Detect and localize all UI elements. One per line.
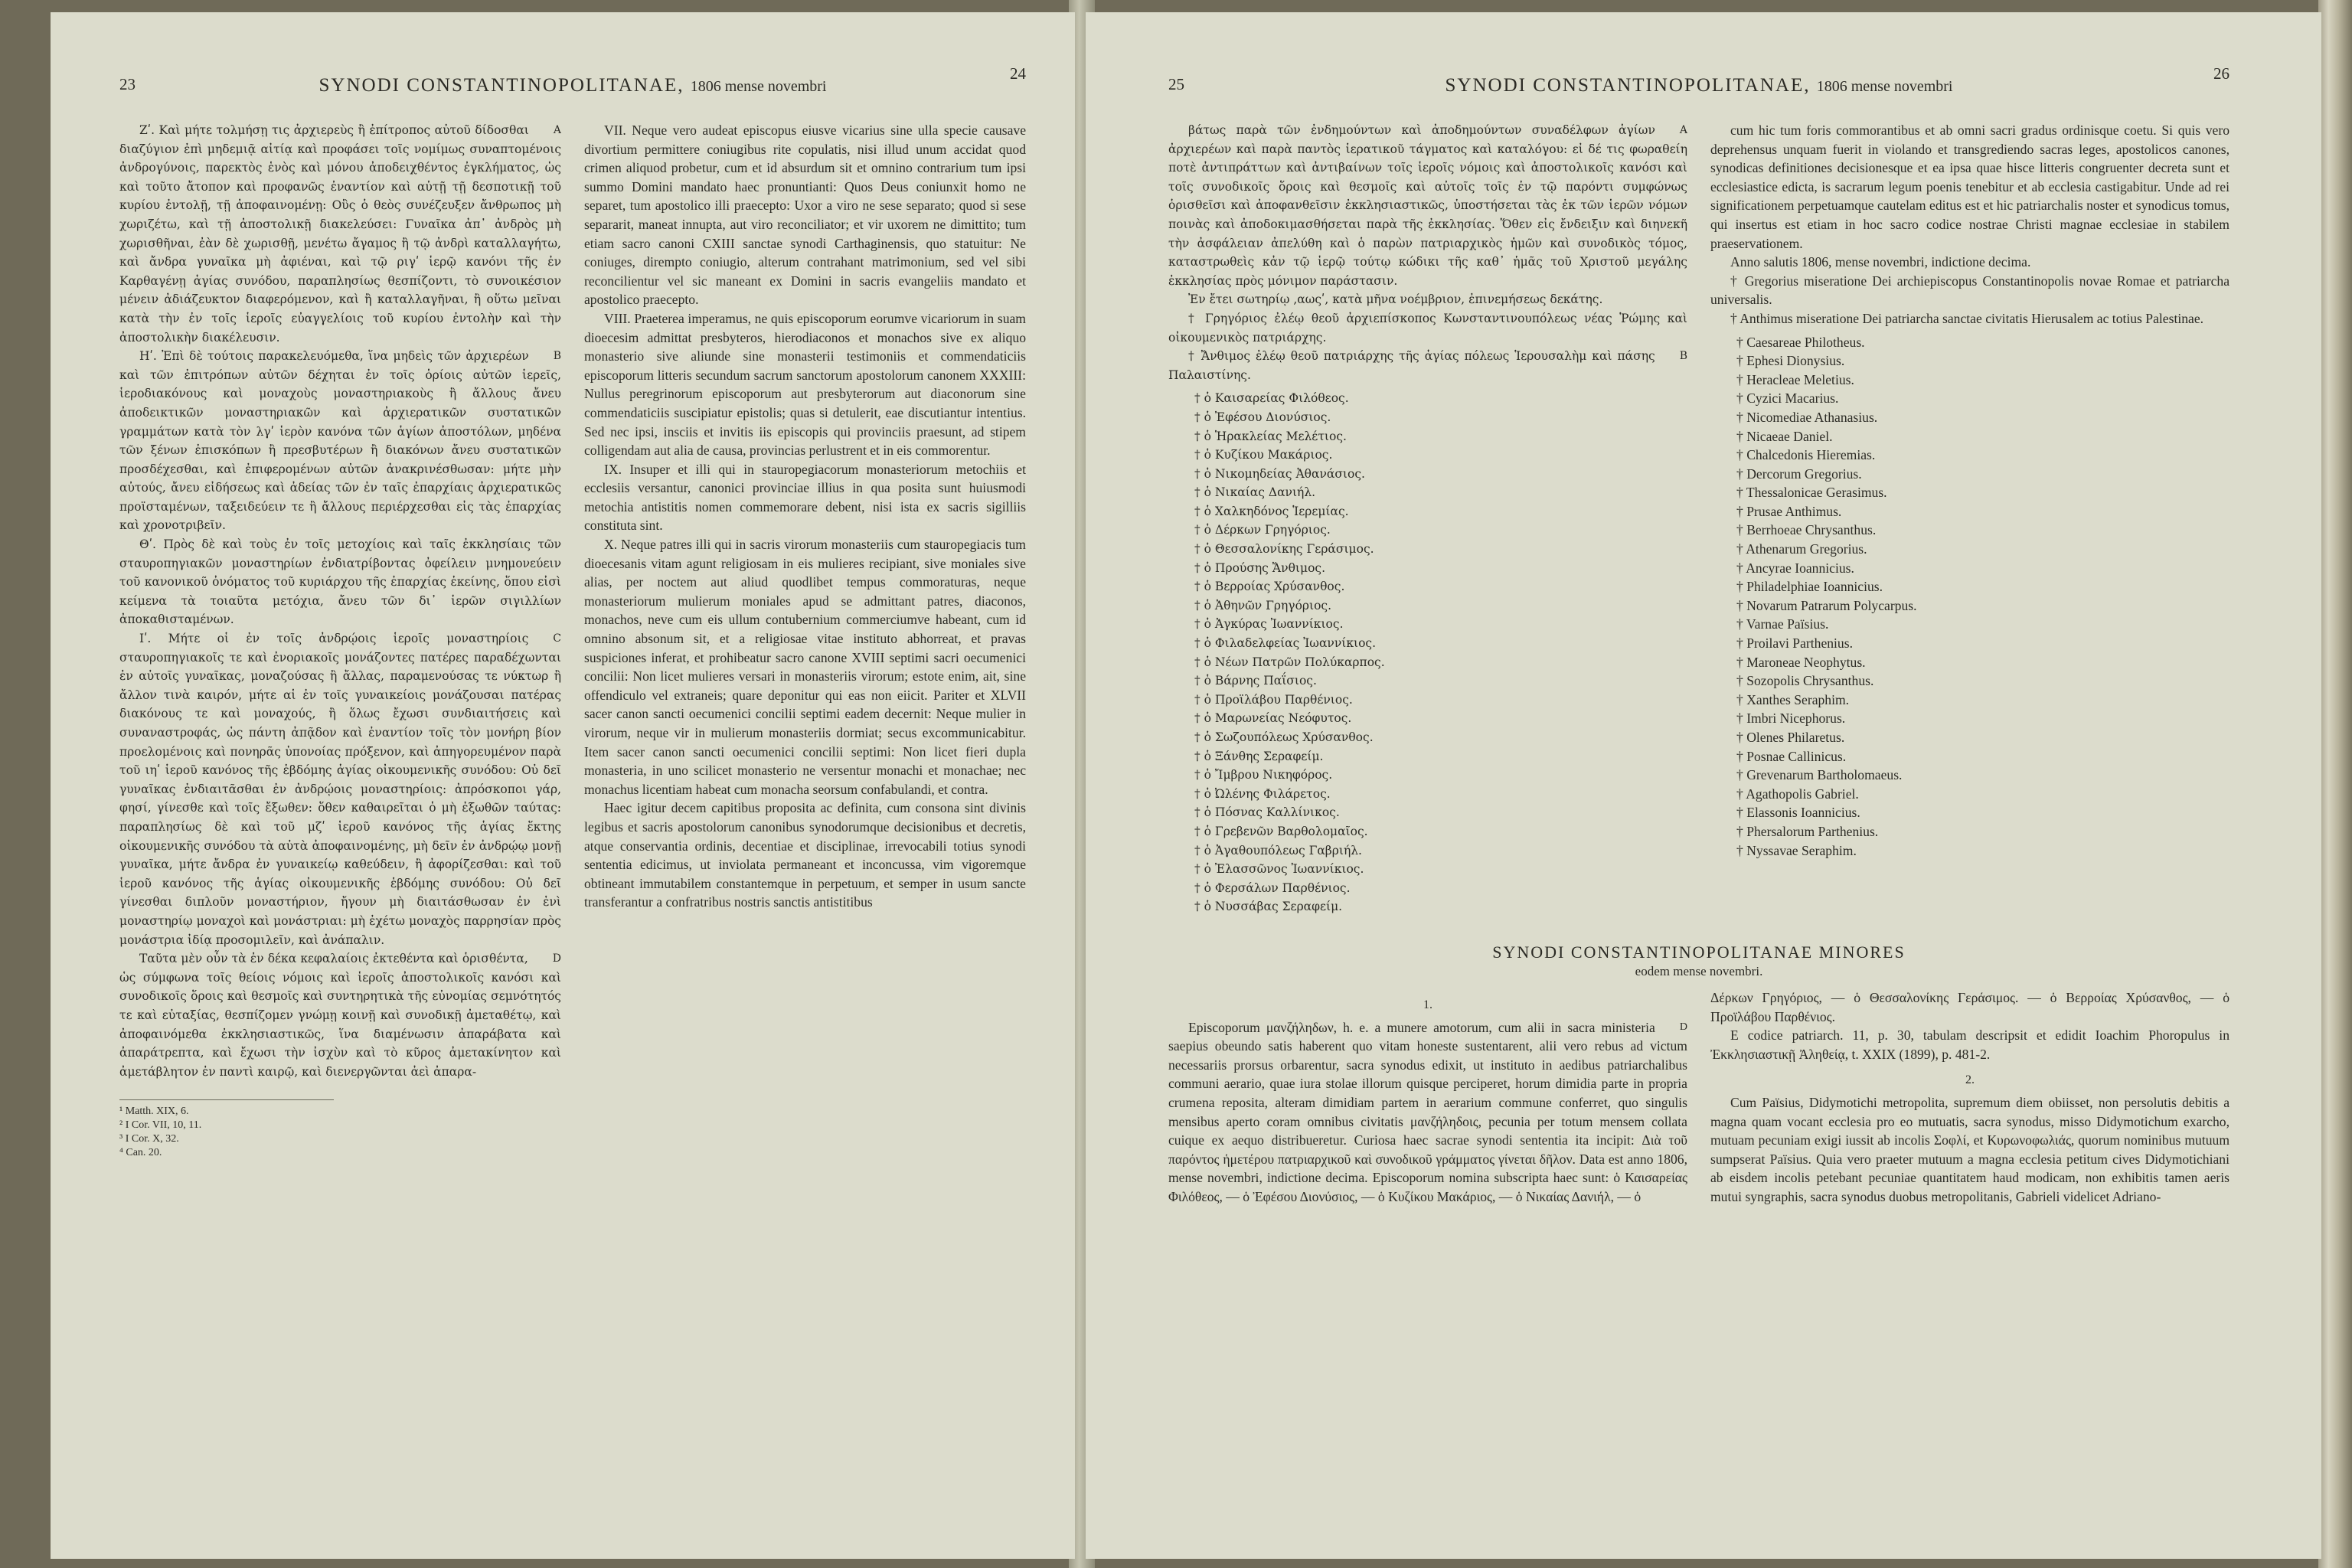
signature-line: † ὁ Βάρνης Παΐσιος. bbox=[1194, 674, 1317, 688]
signature-line: † ὁ Ξάνθης Σεραφείμ. bbox=[1194, 749, 1324, 763]
signature-line: † Posnae Callinicus. bbox=[1736, 748, 1847, 764]
greek-paragraph-10: C Ιʹ. Μήτε οἱ ἐν τοῖς ἀνδρῴοις ἱεροῖς μοναστηρίοις σταυροπηγιακοῖς τε καὶ ἐνοριακοῖς μονάζοντες πατέρες παραδέχωνται ἐν αὐτοῖς γυναῖκας, μοναζούσας ἢ ἄλλας, παραμενούσας τε νύκτωρ ἢ ἄλλον τινὰ καιρόν, μήτε αἱ ἐν τοῖς γυναικείοις μονάζουσαι πατέρας διακόνους τε καὶ μοναχούς, ἢ ὅλως ἔχωσι συνδιαιτήσεις καὶ συναναστροφάς, ὡς πάντη ἀπᾷδον καὶ ἐναντίον τοῖς τὸν μονήρη βίον προελομένοις καὶ πονηρᾶς ὑπονοίας πρόξενον, καὶ ἀπηγορευμένον παρὰ τοῦ ιηʹ ἱεροῦ κανόνος τῆς ἑβδόμης ἁγίας οἰκουμενικῆς συνόδου: Οὐ δεῖ γυναῖκας ἐνδιαιτᾶσθαι ἐν ἀνδρῴοις μοναστηρίοις: ἀπρόσκοποι γάρ, φησί, γίνεσθε καὶ τοῖς ἔξωθεν: ὅθεν καθαιρεῖται ὁ μὴ ἐξωθῶν ταύτας: παραπλησίως δὲ καὶ τοῦ μζʹ ἱεροῦ κανόνος τῆς ἁγίας ἕκτης οἰκουμενικῆς συνόδου τὰ αὐτὰ ἀποφαινομένης, μὴ δεῖν ἐν ἀνδρῴῳ μονῇ γυναῖκα, μήτε ἄνδρα ἐν γυναικείῳ καθεύδειν, ἢ ἀφορίζεσθαι: καὶ τοῦ ἱεροῦ κανόνος τῆς ἁγίας οἰκουμενικῆς ἑβδόμης συνόδου: Οὐ δεῖ γίνεσθαι διπλοῦν μοναστήριον, ἤγουν μὴ διαιτάσθωσαν ἐν ἑνὶ μοναστηρίῳ μοναχοὶ καὶ μονάστριαι: μὴ ἐχέτω μοναχὸς παρρησίαν πρὸς μονάστρια ἰδίᾳ προσομιλεῖν, καὶ ἀνάπαλιν. bbox=[119, 632, 561, 947]
signature-line: † Chalcedonis Hieremias. bbox=[1736, 447, 1876, 463]
signature-line: † ὁ Κυζίκου Μακάριος. bbox=[1194, 448, 1333, 462]
signature-line: † Imbri Nicephorus. bbox=[1736, 710, 1846, 727]
signature-line: † ὁ Καισαρείας Φιλόθεος. bbox=[1194, 391, 1349, 406]
latin-paragraph-7: VII. Neque vero audeat episcopus eiusve vicarius sine ulla specie causave divortium permittere coniugibus rite copulatis, nisi illud unum accidat quod crimen aliquod probetur, cum et id absurdum sit et omnino contrarium tum ipsi summo Domini mandato haec pronuntianti: Quos Deus coniunxit homo ne separet, tum apostolico illi praecepto: Uxor a viro ne sese separato; quod si sese separarit, maneat innupta, aut viro reconciliator; et vir uxorem ne dimittito; tum etiam sacro canoni CXIII sanctae synodi Carthaginensis, quo statuitur: Ne coniuges, dirempto coniugio, alterum contrahant matrimonium, sed vel sibi reconcilientur vel sic maneant ex Domini in sacris evangeliis mandato et apostolico praecepto. bbox=[584, 122, 1026, 308]
signature-line: † ὁ Ἐφέσου Διονύσιος. bbox=[1194, 410, 1331, 424]
signature-line: † Ancyrae Ioannicius. bbox=[1736, 560, 1854, 576]
greek-signer: B † Ἄνθιμος ἐλέῳ θεοῦ πατριάρχης τῆς ἁγίας πόλεως Ἱερουσαλὴμ καὶ πάσης Παλαιστίνης. bbox=[1168, 349, 1687, 382]
footnotes bbox=[119, 1099, 334, 1160]
greek-paragraph-conclusion: D Ταῦτα μὲν οὖν τὰ ἐν δέκα κεφαλαίοις ἐκτεθέντα καὶ ὁρισθέντα, ὡς σύμφωνα τοῖς θείοις νόμοις καὶ ἱεροῖς ἀποστολικοῖς κανόσι καὶ συνοδικοῖς ὅροις καὶ θεσμοῖς καὶ συντηρητικὰ τῆς εὐνομίας σεμνότητός τε καὶ εὐταξίας, θεσπίζομεν γνώμῃ κοινῇ καὶ συνοδικῇ ἀμεταθέτῳ, καὶ ἀποφαινόμεθα ἐκκλησιαστικῶς, ἵνα διαμένωσιν ἀπαράβατα καὶ ἀπαράτρεπτα, καὶ ἔχωσι τὴν ἰσχὺν καὶ τὸ κῦρος ἀμετακίνητον καὶ ἀμετάβλητον ἐν παντὶ καιρῷ, καὶ διενεργῶνται ἀεὶ ἀπαρα- bbox=[119, 952, 561, 1079]
two-column-text bbox=[1168, 121, 2230, 923]
signature-line: † Elassonis Ioannicius. bbox=[1736, 805, 1860, 821]
signature-line: † Prusae Anthimus. bbox=[1736, 503, 1842, 519]
signature-line: † ὁ Μαρωνείας Νεόφυτος. bbox=[1194, 711, 1352, 726]
signature-line: † ὁ Ἴμβρου Νικηφόρος. bbox=[1194, 768, 1333, 782]
minor-left-column bbox=[1168, 988, 1687, 1207]
greek-paragraph-9: Θʹ. Πρὸς δὲ καὶ τοὺς ἐν τοῖς μετοχίοις καὶ ταῖς ἐκκλησίαις τῶν σταυροπηγιακῶν μοναστηρίων ἐνδιατρίβοντας ὀφείλειν μνημονεύειν τοῦ κανονικοῦ ὀνόματος τοῦ κυριάρχου τῆς ἐπαρχίας ἐκείνης, ὅπου εἰσὶ κείμενα τὰ τοιαῦτα μετόχια, ἄνευ τῶν δι᾽ ἱερῶν σιγιλλίων ἀποκαθισταμένων. bbox=[119, 537, 561, 627]
signature-line: † Novarum Patrarum Polycarpus. bbox=[1736, 597, 1917, 613]
signature-line: † Xanthes Seraphim. bbox=[1736, 691, 1850, 707]
signature-line: † ὁ Νικαίας Δανιήλ. bbox=[1194, 485, 1316, 500]
signature-line: † ὁ Βερροίας Χρύσανθος. bbox=[1194, 580, 1345, 594]
signature-line: † ὁ Πόσνας Καλλίνικος. bbox=[1194, 805, 1340, 820]
footnote: ⁴ Can. 20. bbox=[119, 1147, 162, 1159]
signature-line: † ὁ Γρεβενῶν Βαρθολομαῖος. bbox=[1194, 824, 1368, 838]
latin-date: Anno salutis 1806, mense novembri, indictione decima. bbox=[1730, 254, 2031, 270]
signature-line: † Agathopolis Gabriel. bbox=[1736, 786, 1859, 802]
minor-synods-columns bbox=[1168, 988, 2230, 1207]
latin-column bbox=[584, 121, 1026, 1160]
signature-line: † ὁ Προύσης Ἄνθιμος. bbox=[1194, 560, 1326, 575]
two-column-text bbox=[119, 121, 1026, 1160]
item-1-text: D Episcoporum μανζήληδων, h. e. a munere amotorum, cum alii in sacra ministeria saepius obeundo satis haberent quo vitam honeste sustentarent, alii vero rebus ad victum necessariis prorsus orbarentur, sacra synodus edixit, ut instituto in aedibus patriarchalibus communi aerario, quae iura stolae illorum quisque perciperet, horum dimidia parte in propria crumena reposita, alteram dimidiam partem in aerarium commune conferret, quo singulis mensibus aperto coram omnibus civitatis μανζήληδοις, pecunia per totum mensem collata cuique ex aequo distribueretur. Curiosa haec sacrae synodi sententia ita incipit: Διὰ τοῦ παρόντος ἡμετέρου πατριαρχικοῦ καὶ συνοδικοῦ γράμματος γίνεται δῆλον. Data est anno 1806, mense novembri, indictione decima. Episcoporum nomina subscripta haec sunt: ὁ Καισαρείας Φιλόθεος, — ὁ Ἐφέσου Διονύσιος, — ὁ Κυζίκου Μακάριος, — ὁ Νικαίας Δανιήλ, — ὁ bbox=[1168, 1019, 1687, 1204]
signature-line: † ὁ Θεσσαλονίκης Γεράσιμος. bbox=[1194, 542, 1374, 557]
greek-intro: A βάτως παρὰ τῶν ἐνδημούντων καὶ ἀποδημούντων συναδέλφων ἁγίων ἀρχιερέων καὶ παρὰ παντὸς ἱερατικοῦ τάγματος καὶ καταλόγου: εἰ δέ τις φωραθείη ποτὲ ἀντιπράττων καὶ ἀντιβαίνων τοῖς ἱεροῖς νόμοις καὶ ἀποστολικοῖς κανόσι καὶ τοῖς συνοδικοῖς ὅροις καὶ θεσμοῖς καὶ αὐτοῖς τοῖς ἐν τῷ παρόντι συμφώνως ὁρισθεῖσι καὶ ἀποφανθεῖσιν ἐκκλησιαστικῶς, ὑποστήσεται τὰς ἐκ τῶν ἱερῶν νόμων ποινὰς καὶ ἀποδοκιμασθήσεται παρὰ τῆς ἐκκλησίας. Ὅθεν εἰς ἔνδειξιν καὶ διηνεκῆ τὴν ἀσφάλειαν ἀπελύθη καὶ ὁ παρὼν πατριαρχικὸς ἡμῶν καὶ συνοδικὸς τόμος, καταστρωθεὶς κἀν τῷ ἱερῷ τούτῳ κώδικι τῆς καθ᾽ ἡμᾶς τοῦ Χριστοῦ μεγάλης ἐκκλησίας πρὸς μόνιμον παράστασιν. bbox=[1168, 123, 1687, 288]
signature-line: † ὁ Ἡρακλείας Μελέτιος. bbox=[1194, 429, 1347, 443]
item-number: 1. bbox=[1423, 998, 1432, 1011]
item-2-text: Cum Païsius, Didymotichi metropolita, supremum diem obiisset, non persolutis debitis a magna quam vocant ecclesia pro eo mutuatis, sacra synodus, misso Didymotichum exarcho, mutuam pecuniam exigi iussit ab incolis Σοφλί, et Κυρωνοφωλιάς, quorum nominibus mutuum sumpserat Païsius. Quia vero praeter mutuum a magna ecclesia petitum cives Didymotichiani ab eisdem incolis petebant pecuniae quantitatem haud modicam, non exhibitis tamen aeris mutui syngraphis, sacra synodus duobus metropolitanis, Gabrieli videlicet Adriano- bbox=[1710, 1094, 2230, 1204]
signature-line: † Caesareae Philotheus. bbox=[1736, 334, 1865, 350]
greek-signer: † Γρηγόριος ἐλέῳ θεοῦ ἀρχιεπίσκοπος Κωνσταντινουπόλεως νέας Ῥώμης καὶ οἰκουμενικὸς πατριάρχης. bbox=[1168, 311, 1687, 345]
item-number: 2. bbox=[1965, 1073, 1975, 1087]
signature-line: † ὁ Φερσάλων Παρθένιος. bbox=[1194, 880, 1351, 895]
running-header-left bbox=[119, 64, 1026, 106]
running-header-right bbox=[1168, 64, 2230, 106]
signature-line: † ὁ Νυσσάβας Σεραφείμ. bbox=[1194, 900, 1343, 914]
page-edges bbox=[2318, 0, 2352, 1568]
minor-right-column bbox=[1710, 988, 2230, 1207]
signature-line: † ὁ Νέων Πατρῶν Πολύκαρπος. bbox=[1194, 655, 1385, 669]
signature-line: † Phersalorum Parthenius. bbox=[1736, 823, 1879, 839]
latin-signer: † Gregorius miseratione Dei archiepiscopus Constantinopolis novae Romae et patriarcha universalis. bbox=[1710, 273, 2230, 308]
greek-paragraph-7: A Ζʹ. Καὶ μήτε τολμήσῃ τις ἀρχιερεὺς ἢ ἐπίτροπος αὐτοῦ δίδοσθαι διαζύγιον ἐπὶ μηδεμιᾷ αἰτίᾳ καὶ προφάσει τοῖς νομίμως συναπτομένοις ἀνδρογύνοις, παρεκτὸς ἑνὸς καὶ μόνου ἀποδειχθέντος ἐγκλήματος, ὡς καὶ τοῦτο ἄτοπον καὶ προφανῶς ἐναντίον καὶ αὐτῇ τῇ δεσποτικῇ τοῦ κυρίου ἐντολῇ, τῇ ἀποφαινομένῃ: Οὓς ὁ θεὸς συνέζευξεν ἄνθρωπος μὴ χωριζέτω, καὶ τῇ ἀποστολικῇ διακελεύσει: Γυναῖκα ἀπ᾽ ἀνδρὸς μὴ χωρισθῆναι, ἐὰν δὲ χωρισθῇ, μενέτω ἄγαμος ἢ τῷ ἀνδρὶ καταλλαγήτω, καὶ ἄνδρα γυναῖκα μὴ ἀφιέναι, καὶ τῷ ριγʹ ἱερῷ κανόνι τῆς ἐν Καρθαγένῃ ἁγίας συνόδου, παραπλησίως θεσπίζοντι, τὸ συνοικέσιον μένειν ἀδιάζευκτον διαφερόμενον, καὶ ἢ καταλλαγῆναι, ἢ οὕτω μεῖναι κατὰ τὴν ἐν τοῖς ἱεροῖς εὐαγγελίοις τοῦ κυρίου ἐντολὴν καὶ τὴν ἀποστολικὴν διακέλευσιν. bbox=[119, 123, 561, 345]
signature-line: † Berrhoeae Chrysanthus. bbox=[1736, 522, 1877, 538]
signature-line: † ὁ Νικομηδείας Ἀθανάσιος. bbox=[1194, 466, 1365, 481]
signature-line: † ὁ Προϊλάβου Παρθένιος. bbox=[1194, 692, 1353, 707]
greek-signature-list bbox=[1168, 389, 1687, 916]
latin-paragraph-9: IX. Insuper et illi qui in stauropegiacorum monasteriorum metochiis et ecclesiis versantur, canonici provinciae illius in qua posita sunt huiusmodi metochia antistitis nomen commemorare debent, nisi ista ex sacris sigilliis constituta sint. bbox=[584, 461, 1026, 534]
signature-line: † Maroneae Neophytus. bbox=[1736, 654, 1866, 670]
footnote: ³ I Cor. X, 32. bbox=[119, 1133, 179, 1145]
section-title: SYNODI CONSTANTINOPOLITANAE MINORES bbox=[1492, 942, 1906, 962]
signature-line: † Olenes Philaretus. bbox=[1736, 730, 1845, 745]
signature-line: † Grevenarum Bartholomaeus. bbox=[1736, 767, 1903, 783]
signature-line: † ὁ Δέρκων Γρηγόριος. bbox=[1194, 523, 1331, 537]
signature-line: † Nyssavae Seraphim. bbox=[1736, 842, 1857, 858]
latin-signature-list bbox=[1710, 333, 2230, 861]
latin-paragraph-8: VIII. Praeterea imperamus, ne quis episcoporum eorumve vicariorum in suam dioecesim admittat presbyteros, hierodiaconos et monachos sive ex aliquo monasterio sive aliunde sine monasterii testimoniis et commendaticiis episcoporum litteris secundum sacrum sanctorum apostolorum canonem XXXIII: Nullus peregrinorum episcoporum aut presbyterorum aut diaconorum sine commendaticiis suscipiatur epistolis; quas si detulerit, eae discutiantur intentius. Sed nec ipsi, insciis et invitis iis episcopis qui provinciis praesunt, ad stipem colligendam aut alia de causa, provincias perlustrent et in eis commorentur. bbox=[584, 310, 1026, 459]
page-number: 23 bbox=[119, 75, 136, 93]
left-page bbox=[51, 12, 1075, 1559]
signature-line: † ὁ Ἐλασσῶνος Ἰωαννίκιος. bbox=[1194, 862, 1364, 877]
signature-line: † ὁ Ὠλένης Φιλάρετος. bbox=[1194, 786, 1331, 801]
page-number: 26 bbox=[2213, 64, 2230, 83]
signature-line: † ὁ Ἀγκύρας Ἰωαννίκιος. bbox=[1194, 617, 1344, 632]
signature-line: † ὁ Φιλαδελφείας Ἰωαννίκιος. bbox=[1194, 636, 1377, 651]
signature-line: † Athenarum Gregorius. bbox=[1736, 541, 1867, 557]
signature-line: † Proilavi Parthenius. bbox=[1736, 635, 1853, 652]
item-1-continued: Δέρκων Γρηγόριος, — ὁ Θεσσαλονίκης Γεράσιμος. — ὁ Βερροίας Χρύσανθος, — ὁ Προϊλάβου Παρθένιος. bbox=[1710, 989, 2230, 1024]
signature-line: † Ephesi Dionysius. bbox=[1736, 353, 1845, 369]
latin-column bbox=[1710, 121, 2230, 923]
latin-intro: cum hic tum foris commorantibus et ab omni sacri gradus ordinisque coetu. Si quis vero deprehensus unquam fuerit in violando et transgrediendo sacras leges, apostolicos canones, synodicas definitiones decisionesque et ea ipsa quae hisce litteris congruenter decreta sunt et ecclesiastice edicta, is sacrarum legum poenis tenebitur et ab ecclesia castigabitur. Unde ad rei significationem perpetuamque cautelam editus est et hic patriarchalis noster et synodicus tomus, qui insertus est etiam in hoc sacro codice nostrae Christi magnae ecclesiae in stabilem praeservationem. bbox=[1710, 122, 2230, 251]
signature-line: † Varnae Païsius. bbox=[1736, 616, 1829, 632]
latin-paragraph-conclusion: Haec igitur decem capitibus proposita ac definita, cum consona sint divinis legibus et sacris apostolorum canonibus synodorumque decisionibus et decretis, atque conservantia ordinis, decentiae et disciplinae, irrevocabili totius synodi sententia edicimus, ut inviolata permaneant et inconcussa, vim vigoremque obtineant immutabilem constantemque in perpetuum, et semper in usum sancte transferantur a confratribus nostris sanctis antistitibus bbox=[584, 800, 1026, 910]
item-1-source: E codice patriarch. 11, p. 30, tabulam descripsit et edidit Ioachim Phoropulus in Ἐκκλησιαστικῇ Ἀληθείᾳ, t. XXIX (1899), p. 481-2. bbox=[1710, 1027, 2230, 1062]
latin-paragraph-10: X. Neque patres illi qui in sacris virorum monasteriis cum stauropegiacis tum dioecesanis vitam agunt religiosam in eis mulieres recipiant, sive moniales sive alias, per noctem aut aliud quodlibet tempus commoraturas, neque monasteriorum mulierum moniales apud se admittant patres, diaconos, monachos, neve cum eis ullum contubernium commerciumve habeant, cum id omnino absonum sit, et a religiosae vitae instituto abhorreat, et pravas suspiciones inferat, et prohibeatur sacro canone XVIII septimi sacri oecumenici concilii: Non licet mulieres versari in monasteriis virorum; estote enim, ait, sine offendiculo vel extraneis; quare deponitur qui eas non eiicit. Pariter et XLVII sacer canon sancti oecumenici concilii septimi eadem decernit: Neque mulier in virorum, neque vir in mulierum monasteriis dormiat; secus excommunicabitur. Item sacer canon sancti oecumenici concilii septimi: Non licet fieri dupla monasteria, in uno scilicet monasterio ne versentur monachi et monachae; nec monachus licentiam habeat cum monacha seorsum confabulandi, et contra. bbox=[584, 537, 1026, 797]
latin-signer: † Anthimus miseratione Dei patriarcha sanctae civitatis Hierusalem ac totius Palestinae. bbox=[1730, 310, 2204, 326]
signature-line: † ὁ Ἀθηνῶν Γρηγόριος. bbox=[1194, 598, 1332, 612]
signature-line: † ὁ Σωζουπόλεως Χρύσανθος. bbox=[1194, 730, 1374, 744]
signature-line: † Nicaeae Daniel. bbox=[1736, 428, 1833, 444]
signature-line: † Cyzici Macarius. bbox=[1736, 390, 1839, 407]
footnote: ¹ Matth. XIX, 6. bbox=[119, 1106, 189, 1118]
greek-column bbox=[1168, 121, 1687, 923]
running-title: SYNODI CONSTANTINOPOLITANAE, 1806 mense novembri bbox=[1445, 75, 1953, 96]
greek-paragraph-8: B Ηʹ. Ἐπὶ δὲ τούτοις παρακελευόμεθα, ἵνα μηδεὶς τῶν ἀρχιερέων καὶ τῶν ἐπιτρόπων αὐτῶν δέχηται ἐν τοῖς ὁρίοις αὐτῶν ἱερεῖς, ἱεροδιακόνους καὶ μοναχοὺς μοναστηριακοὺς ἢ ἄλλους ἄνευ ἀποδεικτικῶν μοναστηριακῶν καὶ ἀρχιερατικῶν συστατικῶν γραμμάτων κατὰ τὸν λγʹ ἱερὸν κανόνα τῶν ἁγίων ἀποστόλων, μηδένα τῶν ξένων ἐπισκόπων ἢ πρεσβυτέρων ἢ διακόνων ἄνευ συστατικῶν προσδέχεσθαι, καὶ ἐπιφερομένων αὐτῶν ἀνακρινέσθωσαν: μήτε μὴν αὐτούς, ἄνευ εἰδήσεως καὶ ἀδείας τῶν ἐν ταῖς ἐπαρχίαις ἀρχιερατικῶς προϊσταμένων, ταξειδεύειν τε ἢ ἄλλους περιέρχεσθαι εἰς τὰς ἐπαρχίας καὶ χρονοτριβεῖν. bbox=[119, 349, 561, 533]
footnote: ² I Cor. VII, 10, 11. bbox=[119, 1119, 202, 1132]
section-subtitle: eodem mense novembri. bbox=[1635, 963, 1763, 978]
signature-line: † Philadelphiae Ioannicius. bbox=[1736, 579, 1883, 595]
running-title: SYNODI CONSTANTINOPOLITANAE, 1806 mense novembri bbox=[318, 75, 827, 96]
column-number: 24 bbox=[1010, 64, 1026, 83]
signature-line: † Heracleae Meletius. bbox=[1736, 371, 1854, 387]
column-number: 25 bbox=[1168, 75, 1184, 93]
greek-column bbox=[119, 121, 561, 1160]
right-page bbox=[1086, 12, 2321, 1559]
signature-line: † Thessalonicae Gerasimus. bbox=[1736, 485, 1887, 501]
greek-date: Ἐν ἔτει σωτηρίῳ ,αωςʹ, κατὰ μῆνα νοέμβριον, ἐπινεμήσεως δεκάτης. bbox=[1188, 292, 1603, 307]
signature-line: † Sozopolis Chrysanthus. bbox=[1736, 673, 1874, 689]
signature-line: † ὁ Χαλκηδόνος Ἱερεμίας. bbox=[1194, 504, 1349, 518]
signature-line: † Nicomediae Athanasius. bbox=[1736, 409, 1878, 425]
signature-line: † Dercorum Gregorius. bbox=[1736, 466, 1862, 482]
signature-line: † ὁ Ἀγαθουπόλεως Γαβριήλ. bbox=[1194, 843, 1362, 858]
